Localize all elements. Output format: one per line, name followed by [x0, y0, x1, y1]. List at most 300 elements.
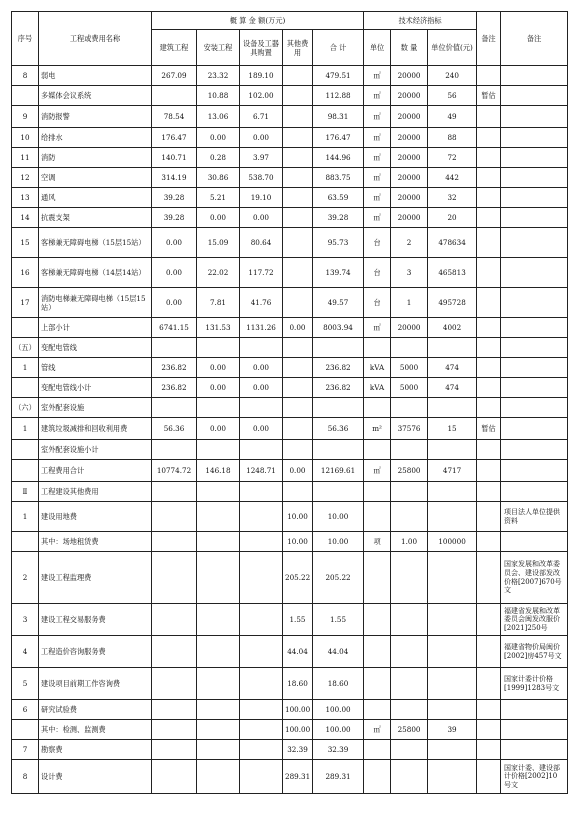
cell-seq: 1 — [12, 358, 39, 378]
cell-note — [501, 398, 568, 418]
cell-remark — [477, 208, 501, 228]
cell-remark — [477, 378, 501, 398]
cell-note: 国家计委计价格[1999]1283号文 — [501, 668, 568, 700]
cell-unit-price: 32 — [428, 188, 477, 208]
cell-name: 室外配套设施小计 — [39, 440, 152, 460]
cell-note — [501, 128, 568, 148]
cell-unit: 台 — [364, 288, 391, 318]
cell-name: 建设工程监理费 — [39, 552, 152, 604]
cell-name: 变配电管线小计 — [39, 378, 152, 398]
cell-qty: 3 — [391, 258, 428, 288]
header-unit: 单位 — [364, 30, 391, 66]
cell-equipment: 80.64 — [240, 228, 283, 258]
table-row — [12, 482, 568, 502]
cell-equipment — [240, 740, 283, 760]
cell-unit — [364, 760, 391, 794]
cell-install: 0.28 — [197, 148, 240, 168]
table-row — [12, 128, 568, 148]
table-row — [12, 398, 568, 418]
cell-note: 项目法人单位提供资料 — [501, 502, 568, 532]
cell-other: 10.00 — [283, 532, 313, 552]
cell-unit-price — [428, 552, 477, 604]
cell-equipment — [240, 338, 283, 358]
cell-name: 其中：场地租赁费 — [39, 532, 152, 552]
cell-other — [283, 208, 313, 228]
cell-note: 福建省物价局闽价[2002]房457号文 — [501, 636, 568, 668]
cell-equipment — [240, 482, 283, 502]
cell-equipment — [240, 604, 283, 636]
cell-other: 100.00 — [283, 700, 313, 720]
cell-equipment: 19.10 — [240, 188, 283, 208]
table-row — [12, 86, 568, 106]
header-equipment: 设备及工器具购置 — [240, 30, 283, 66]
cell-note — [501, 168, 568, 188]
cell-other — [283, 106, 313, 128]
cell-building — [152, 760, 197, 794]
cell-name: 建筑垃圾减排和回收利用费 — [39, 418, 152, 440]
cell-total: 39.28 — [313, 208, 364, 228]
cell-unit-price: 465813 — [428, 258, 477, 288]
cell-building — [152, 338, 197, 358]
cell-qty — [391, 440, 428, 460]
cell-building: 0.00 — [152, 228, 197, 258]
cell-remark — [477, 318, 501, 338]
cell-total: 100.00 — [313, 720, 364, 740]
cell-unit: ㎡ — [364, 318, 391, 338]
cell-unit — [364, 338, 391, 358]
cell-equipment: 1248.71 — [240, 460, 283, 482]
cell-unit-price: 15 — [428, 418, 477, 440]
cell-note — [501, 148, 568, 168]
cell-install — [197, 440, 240, 460]
cell-name: 建设用地费 — [39, 502, 152, 532]
cell-building — [152, 482, 197, 502]
cell-other — [283, 168, 313, 188]
cell-note — [501, 460, 568, 482]
cell-equipment: 0.00 — [240, 358, 283, 378]
cell-total: 144.96 — [313, 148, 364, 168]
cell-seq: 15 — [12, 228, 39, 258]
cell-other — [283, 338, 313, 358]
cell-other — [283, 228, 313, 258]
cell-unit-price — [428, 760, 477, 794]
cell-install: 13.06 — [197, 106, 240, 128]
cell-install — [197, 740, 240, 760]
header-total: 合 计 — [313, 30, 364, 66]
cell-unit: ㎡ — [364, 720, 391, 740]
cell-note — [501, 106, 568, 128]
cell-install — [197, 552, 240, 604]
cell-name: 工程建设其他费用 — [39, 482, 152, 502]
cell-unit: ㎡ — [364, 86, 391, 106]
table-row — [12, 700, 568, 720]
cell-remark — [477, 700, 501, 720]
cell-building: 176.47 — [152, 128, 197, 148]
cell-seq: （六） — [12, 398, 39, 418]
cell-note — [501, 66, 568, 86]
table-row — [12, 168, 568, 188]
cell-total: 44.04 — [313, 636, 364, 668]
cell-unit — [364, 604, 391, 636]
cell-note — [501, 288, 568, 318]
cell-unit-price — [428, 668, 477, 700]
header-remark: 备注 — [477, 12, 501, 66]
cell-qty — [391, 668, 428, 700]
cell-total: 1.55 — [313, 604, 364, 636]
cell-remark — [477, 106, 501, 128]
cell-equipment: 0.00 — [240, 208, 283, 228]
cell-name: 客梯兼无障碍电梯（15层15站） — [39, 228, 152, 258]
cell-other: 1.55 — [283, 604, 313, 636]
cell-unit-price — [428, 604, 477, 636]
cell-install — [197, 700, 240, 720]
cell-qty — [391, 700, 428, 720]
cell-seq — [12, 440, 39, 460]
cell-install: 0.00 — [197, 378, 240, 398]
cell-remark — [477, 760, 501, 794]
cell-qty: 1.00 — [391, 532, 428, 552]
cell-equipment: 41.76 — [240, 288, 283, 318]
cell-note — [501, 338, 568, 358]
table-row — [12, 258, 568, 288]
cell-building — [152, 720, 197, 740]
cell-unit: ㎡ — [364, 168, 391, 188]
cell-unit-price: 88 — [428, 128, 477, 148]
cell-other: 0.00 — [283, 318, 313, 338]
cell-equipment: 1131.26 — [240, 318, 283, 338]
cell-seq: 8 — [12, 760, 39, 794]
cell-qty: 20000 — [391, 128, 428, 148]
cell-unit: ㎡ — [364, 460, 391, 482]
cell-other — [283, 358, 313, 378]
cell-remark — [477, 720, 501, 740]
cell-unit-price: 495728 — [428, 288, 477, 318]
cell-remark — [477, 258, 501, 288]
cell-name: 空调 — [39, 168, 152, 188]
cell-qty: 37576 — [391, 418, 428, 440]
cell-building — [152, 636, 197, 668]
cell-total: 56.36 — [313, 418, 364, 440]
cell-remark — [477, 482, 501, 502]
cell-unit-price — [428, 740, 477, 760]
cell-total: 10.00 — [313, 502, 364, 532]
cell-qty — [391, 502, 428, 532]
cell-remark — [477, 740, 501, 760]
cell-unit — [364, 636, 391, 668]
cell-seq — [12, 460, 39, 482]
table-row — [12, 288, 568, 318]
cell-unit-price — [428, 338, 477, 358]
header-name: 工程或费用名称 — [39, 12, 152, 66]
cell-equipment — [240, 440, 283, 460]
cell-name: 上部小计 — [39, 318, 152, 338]
cell-total: 139.74 — [313, 258, 364, 288]
cell-qty — [391, 760, 428, 794]
cell-unit-price: 474 — [428, 358, 477, 378]
cell-unit-price — [428, 482, 477, 502]
cell-name: 设计费 — [39, 760, 152, 794]
cell-name: 消防电梯兼无障碍电梯（15层15站） — [39, 288, 152, 318]
cell-unit-price — [428, 502, 477, 532]
cell-total: 18.60 — [313, 668, 364, 700]
cell-unit: kVA — [364, 358, 391, 378]
cell-equipment — [240, 668, 283, 700]
cell-other: 0.00 — [283, 460, 313, 482]
cell-note — [501, 440, 568, 460]
header-other: 其他费用 — [283, 30, 313, 66]
cell-unit — [364, 440, 391, 460]
cell-unit — [364, 502, 391, 532]
cell-qty — [391, 338, 428, 358]
cell-seq — [12, 378, 39, 398]
cell-seq: 12 — [12, 168, 39, 188]
cell-equipment — [240, 552, 283, 604]
cell-building — [152, 532, 197, 552]
cell-remark — [477, 128, 501, 148]
cell-seq: 6 — [12, 700, 39, 720]
cell-remark — [477, 338, 501, 358]
cell-install: 0.00 — [197, 418, 240, 440]
header-estimate-group: 概 算 金 额(万元) — [152, 12, 364, 30]
cell-name: 建设工程交易服务费 — [39, 604, 152, 636]
cell-equipment — [240, 532, 283, 552]
cell-remark — [477, 440, 501, 460]
cell-seq: 3 — [12, 604, 39, 636]
cell-unit: ㎡ — [364, 128, 391, 148]
cell-install: 131.53 — [197, 318, 240, 338]
cell-remark — [477, 668, 501, 700]
table-row — [12, 532, 568, 552]
cell-note — [501, 228, 568, 258]
cell-install — [197, 760, 240, 794]
cell-qty: 20000 — [391, 318, 428, 338]
cell-total — [313, 398, 364, 418]
cell-equipment: 3.97 — [240, 148, 283, 168]
cell-install — [197, 668, 240, 700]
table-body — [12, 66, 568, 794]
cell-qty: 20000 — [391, 188, 428, 208]
cell-unit-price: 4717 — [428, 460, 477, 482]
cell-unit: 项 — [364, 532, 391, 552]
cell-install — [197, 482, 240, 502]
cell-install: 146.18 — [197, 460, 240, 482]
cell-building — [152, 604, 197, 636]
cell-seq: 7 — [12, 740, 39, 760]
cell-seq: 13 — [12, 188, 39, 208]
cell-building: 267.09 — [152, 66, 197, 86]
cell-unit-price: 478634 — [428, 228, 477, 258]
cell-note — [501, 86, 568, 106]
cell-unit-price: 474 — [428, 378, 477, 398]
cell-install — [197, 720, 240, 740]
cell-seq: 1 — [12, 502, 39, 532]
cell-building — [152, 398, 197, 418]
cell-note — [501, 358, 568, 378]
header-building: 建筑工程 — [152, 30, 197, 66]
cell-unit-price — [428, 440, 477, 460]
cell-note — [501, 258, 568, 288]
cell-total: 289.31 — [313, 760, 364, 794]
cell-building: 236.82 — [152, 358, 197, 378]
cell-building: 56.36 — [152, 418, 197, 440]
cell-unit: 台 — [364, 228, 391, 258]
cell-qty: 5000 — [391, 358, 428, 378]
cell-other — [283, 378, 313, 398]
cell-remark — [477, 168, 501, 188]
cell-building — [152, 86, 197, 106]
cell-other: 205.22 — [283, 552, 313, 604]
cell-equipment: 6.71 — [240, 106, 283, 128]
cell-total: 8003.94 — [313, 318, 364, 338]
cell-name: 其中：检测、监测费 — [39, 720, 152, 740]
cell-qty: 20000 — [391, 106, 428, 128]
cell-seq: 9 — [12, 106, 39, 128]
cell-equipment: 0.00 — [240, 128, 283, 148]
cell-building: 0.00 — [152, 258, 197, 288]
cell-seq: 5 — [12, 668, 39, 700]
cell-seq: 8 — [12, 66, 39, 86]
cell-note — [501, 188, 568, 208]
cell-total: 63.59 — [313, 188, 364, 208]
cell-seq: 17 — [12, 288, 39, 318]
cell-note — [501, 720, 568, 740]
table-row — [12, 636, 568, 668]
cell-unit-price: 49 — [428, 106, 477, 128]
cell-unit-price: 442 — [428, 168, 477, 188]
cell-building: 39.28 — [152, 188, 197, 208]
cell-qty — [391, 482, 428, 502]
cell-total — [313, 482, 364, 502]
cell-unit — [364, 700, 391, 720]
cell-total: 98.31 — [313, 106, 364, 128]
cell-equipment: 0.00 — [240, 378, 283, 398]
cell-seq: 14 — [12, 208, 39, 228]
cell-building: 236.82 — [152, 378, 197, 398]
cell-unit-price: 72 — [428, 148, 477, 168]
cell-remark — [477, 358, 501, 378]
cell-other: 32.39 — [283, 740, 313, 760]
cell-equipment — [240, 636, 283, 668]
table-row — [12, 668, 568, 700]
cell-install — [197, 532, 240, 552]
cell-qty: 25800 — [391, 460, 428, 482]
cell-unit: ㎡ — [364, 66, 391, 86]
cell-install: 10.88 — [197, 86, 240, 106]
cell-remark: 暂估 — [477, 86, 501, 106]
cell-building — [152, 552, 197, 604]
table-row — [12, 604, 568, 636]
cell-install: 15.09 — [197, 228, 240, 258]
cell-total: 236.82 — [313, 358, 364, 378]
cell-unit: 台 — [364, 258, 391, 288]
cell-qty: 20000 — [391, 208, 428, 228]
cell-unit — [364, 740, 391, 760]
cell-remark — [477, 228, 501, 258]
cell-other: 18.60 — [283, 668, 313, 700]
cell-unit: ㎡ — [364, 188, 391, 208]
cell-other — [283, 258, 313, 288]
cell-name: 通风 — [39, 188, 152, 208]
cell-remark — [477, 552, 501, 604]
cell-name: 弱电 — [39, 66, 152, 86]
table-row — [12, 760, 568, 794]
cell-unit — [364, 482, 391, 502]
cell-remark — [477, 532, 501, 552]
cell-building — [152, 502, 197, 532]
cell-unit — [364, 398, 391, 418]
cell-other — [283, 482, 313, 502]
cell-other — [283, 148, 313, 168]
cell-install — [197, 338, 240, 358]
cell-total: 12169.61 — [313, 460, 364, 482]
cell-note — [501, 740, 568, 760]
cell-seq: 1 — [12, 418, 39, 440]
cell-install: 0.00 — [197, 128, 240, 148]
cell-seq: 11 — [12, 148, 39, 168]
cell-unit — [364, 668, 391, 700]
cell-qty — [391, 604, 428, 636]
cell-install: 22.02 — [197, 258, 240, 288]
cell-total: 32.39 — [313, 740, 364, 760]
cell-equipment: 117.72 — [240, 258, 283, 288]
cell-unit-price: 56 — [428, 86, 477, 106]
cell-name: 工程费用合计 — [39, 460, 152, 482]
table-row — [12, 148, 568, 168]
cell-qty — [391, 398, 428, 418]
cell-other — [283, 398, 313, 418]
table-row — [12, 502, 568, 532]
table-row — [12, 208, 568, 228]
cell-equipment — [240, 700, 283, 720]
cell-name: 建设项目前期工作咨询费 — [39, 668, 152, 700]
cell-note — [501, 700, 568, 720]
cell-name: 研究试验费 — [39, 700, 152, 720]
cell-qty: 20000 — [391, 86, 428, 106]
cell-name: 勘察费 — [39, 740, 152, 760]
cell-qty: 20000 — [391, 66, 428, 86]
header-remark-2: 备注 — [501, 12, 568, 66]
cell-qty: 1 — [391, 288, 428, 318]
cell-total: 479.51 — [313, 66, 364, 86]
cell-note — [501, 378, 568, 398]
cell-building: 39.28 — [152, 208, 197, 228]
cell-qty: 5000 — [391, 378, 428, 398]
cell-other — [283, 188, 313, 208]
cell-unit-price — [428, 700, 477, 720]
cell-equipment: 189.10 — [240, 66, 283, 86]
budget-table — [11, 11, 568, 794]
cell-other: 100.00 — [283, 720, 313, 740]
cell-unit: ㎡ — [364, 148, 391, 168]
cell-qty — [391, 636, 428, 668]
cell-total: 883.75 — [313, 168, 364, 188]
cell-remark — [477, 460, 501, 482]
cell-total: 205.22 — [313, 552, 364, 604]
cell-name: 消防报警 — [39, 106, 152, 128]
header-install: 安装工程 — [197, 30, 240, 66]
cell-building — [152, 440, 197, 460]
cell-building: 140.71 — [152, 148, 197, 168]
table-row — [12, 318, 568, 338]
cell-install — [197, 604, 240, 636]
cell-note: 国家发展和改革委员会、建设部发改价格[2007]670号文 — [501, 552, 568, 604]
cell-other: 289.31 — [283, 760, 313, 794]
cell-unit: kVA — [364, 378, 391, 398]
header-unit-price: 单位价值(元) — [428, 30, 477, 66]
cell-total: 236.82 — [313, 378, 364, 398]
cell-seq: Ⅱ — [12, 482, 39, 502]
cell-remark — [477, 188, 501, 208]
